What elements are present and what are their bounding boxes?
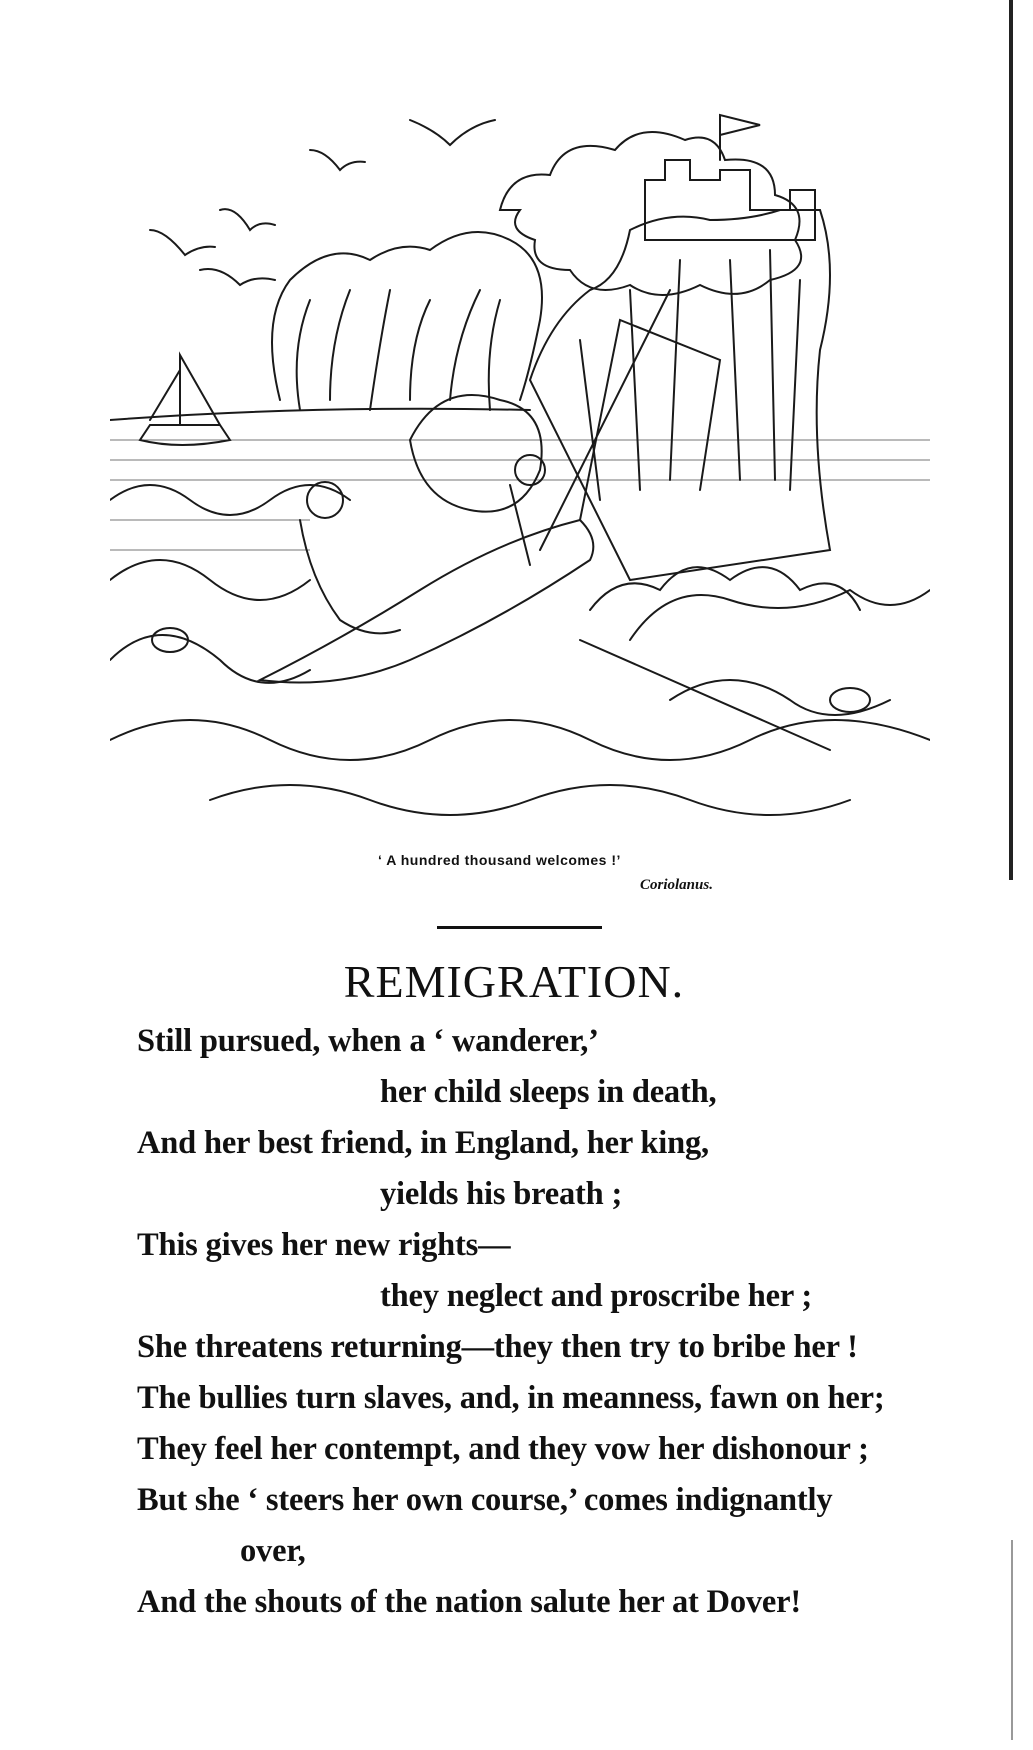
poem-line: yields his breath ; bbox=[380, 1176, 623, 1212]
seagull-icon bbox=[310, 150, 365, 170]
poem-line: And the shouts of the nation salute her at Dover! bbox=[137, 1584, 801, 1620]
poem-line: over, bbox=[240, 1533, 306, 1569]
seagull-icon bbox=[220, 209, 275, 230]
seagull-icon bbox=[410, 120, 495, 145]
page-edge bbox=[1009, 0, 1013, 880]
cloud-shape bbox=[500, 132, 801, 295]
castle-shape bbox=[645, 160, 815, 240]
poem-line: This gives her new rights— bbox=[137, 1227, 511, 1263]
poem-line: They feel her contempt, and they vow her dishonour ; bbox=[137, 1431, 869, 1467]
engraving-illustration bbox=[110, 80, 930, 850]
poem-line: her child sleeps in death, bbox=[380, 1074, 717, 1110]
seagull-icon bbox=[150, 230, 215, 255]
giant-head-shape bbox=[410, 395, 542, 512]
poem-line: And her best friend, in England, her king, bbox=[137, 1125, 709, 1161]
poem-line: The bullies turn slaves, and, in meanness, fawn on her; bbox=[137, 1380, 885, 1416]
poem-line: She threatens returning—they then try to bribe her ! bbox=[137, 1329, 858, 1365]
seagull-icon bbox=[200, 269, 275, 285]
poem-line: they neglect and proscribe her ; bbox=[380, 1278, 813, 1314]
poem-title bbox=[0, 955, 1033, 1008]
poem-line: Still pursued, when a ‘ wanderer,’ bbox=[137, 1023, 599, 1059]
caption-source: Coriolanus. bbox=[640, 877, 713, 893]
waterspout-shape bbox=[272, 232, 542, 400]
page-edge-lower bbox=[1011, 1540, 1013, 1740]
sailboat-shape bbox=[140, 355, 230, 445]
caption-quote: ‘ A hundred thousand welcomes !’ bbox=[378, 852, 621, 868]
poem-title-text: REMIGRATION. bbox=[343, 956, 685, 1007]
title-rule bbox=[437, 926, 602, 929]
poem-line: But she ‘ steers her own course,’ comes indignantly bbox=[137, 1482, 833, 1518]
